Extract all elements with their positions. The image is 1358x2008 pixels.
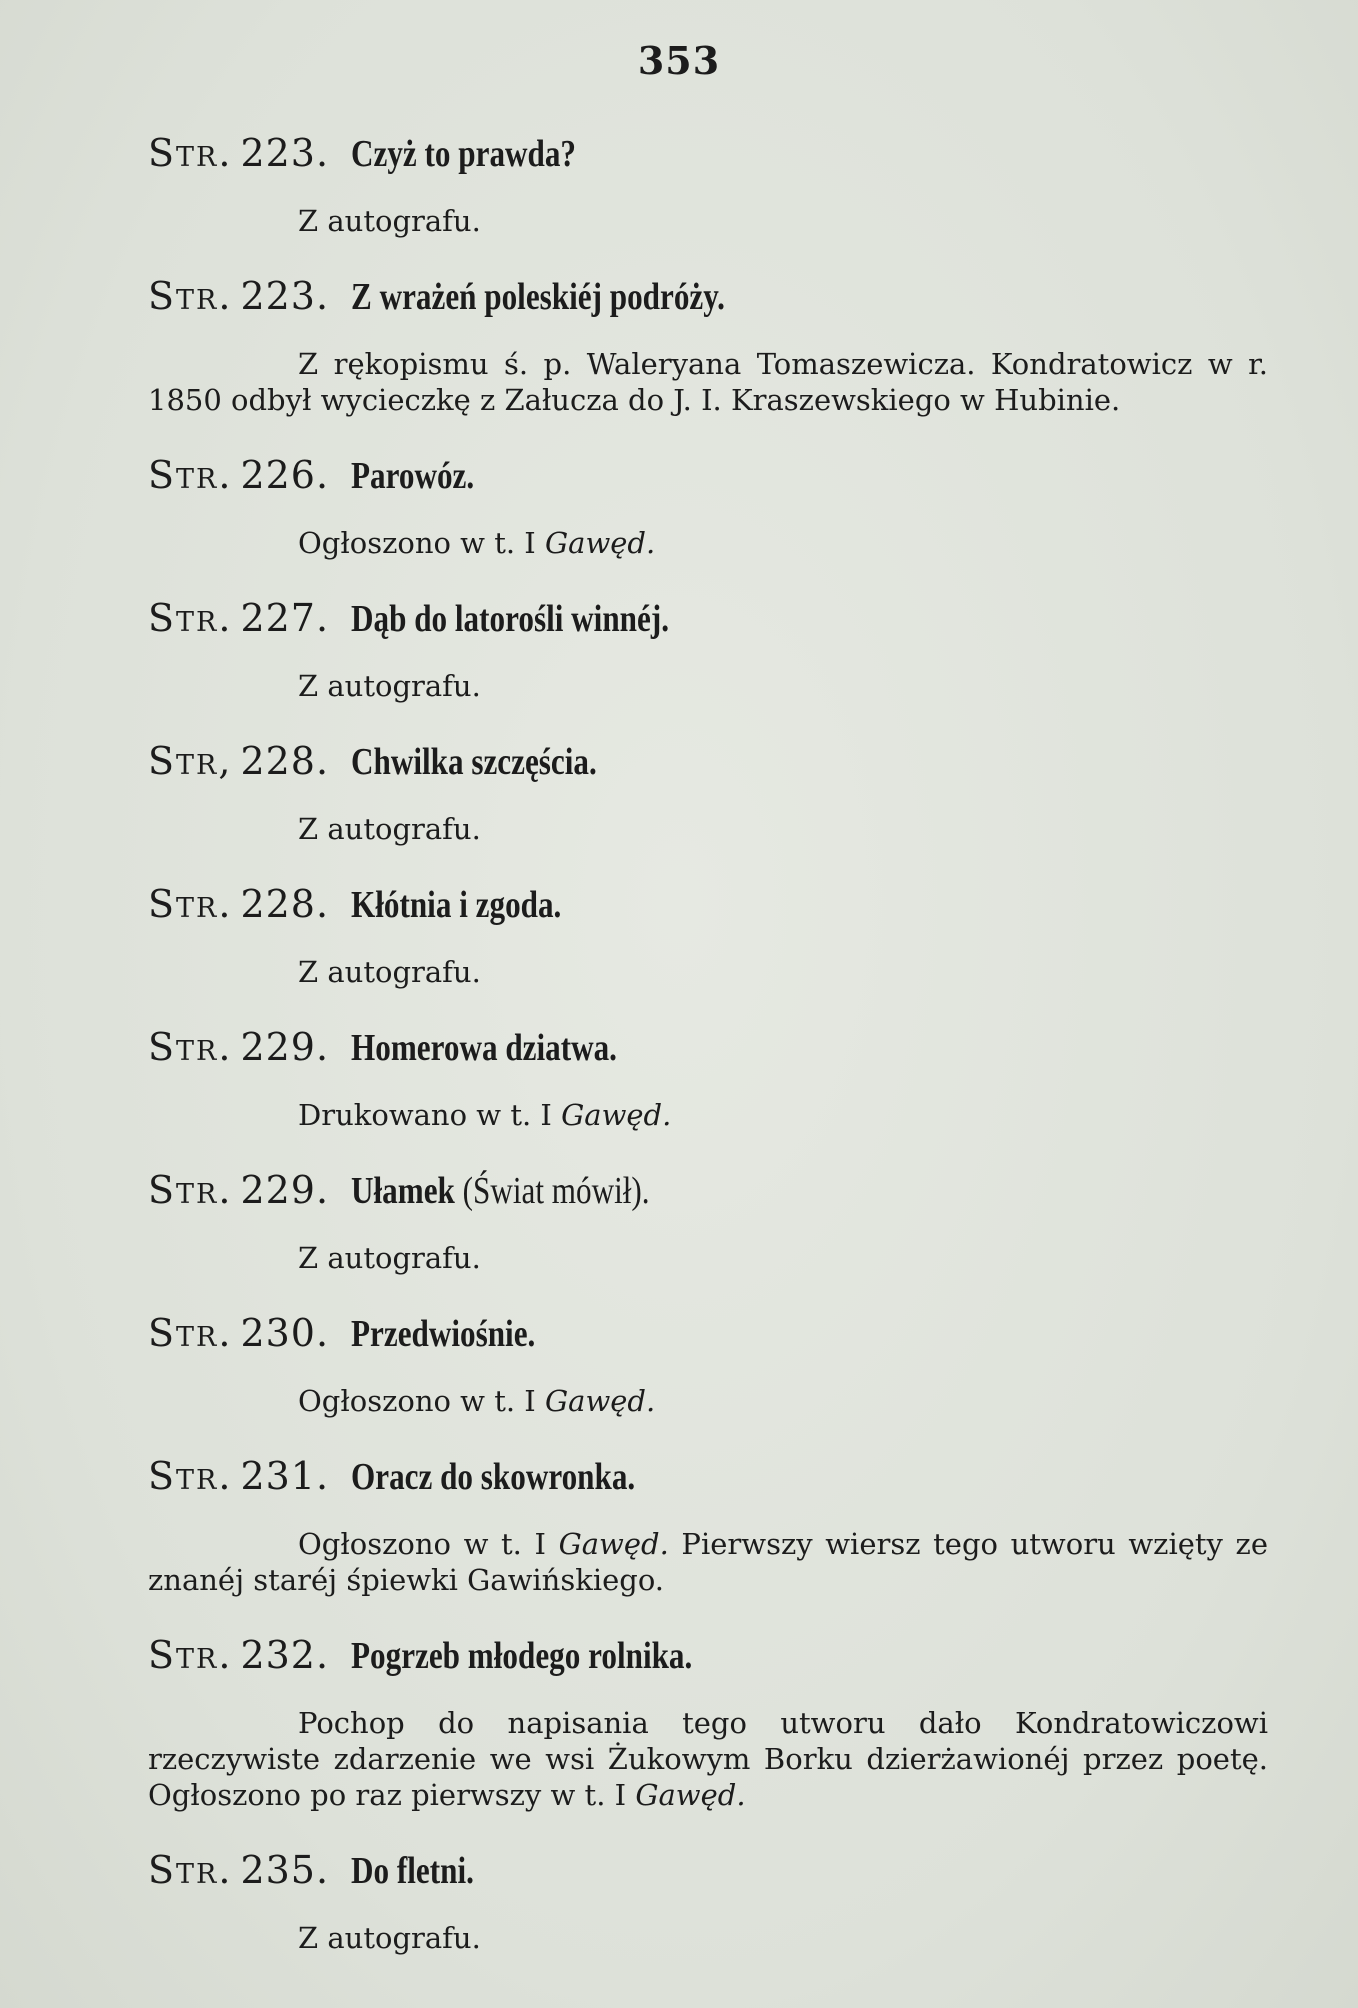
entry — [148, 738, 1278, 847]
page-ref-label: Str. — [148, 1168, 233, 1212]
page-ref-label: Str. — [148, 1454, 233, 1498]
page-ref-label: Str. — [148, 274, 233, 318]
entry-title: Chwilka szczęścia. — [351, 741, 597, 783]
entry-heading — [148, 738, 1278, 785]
page-ref-number: 235. — [240, 1848, 330, 1892]
entry-note — [148, 1383, 1278, 1419]
entry-note — [148, 1705, 1268, 1813]
page-number: 353 — [637, 38, 721, 83]
entry — [148, 1632, 1278, 1813]
entry-title-bold: Ułamek — [351, 1170, 455, 1212]
entry-title: Oracz do skowronka. — [351, 1456, 636, 1498]
entry — [148, 1453, 1278, 1598]
entry-note — [148, 1097, 1278, 1133]
entry — [148, 452, 1278, 561]
page-ref-label: Str. — [148, 596, 233, 640]
entry-heading — [148, 130, 1278, 177]
entry-title: Dąb do latorośli winnéj. — [351, 598, 670, 640]
entry-title: Pogrzeb młodego rolnika. — [351, 1635, 693, 1677]
entry-note: Z autografu. — [298, 1241, 481, 1275]
entry-heading — [148, 1024, 1278, 1071]
entry-heading — [148, 595, 1278, 642]
note-text: Ogłoszono w t. I — [298, 526, 545, 560]
page-ref-label: Str. — [148, 1025, 233, 1069]
page-ref-number: 230. — [240, 1311, 330, 1355]
page-ref-number: 229. — [240, 1168, 330, 1212]
entry-heading — [148, 881, 1278, 928]
entry-note: Z autografu. — [298, 1921, 481, 1955]
note-source-title: Gawęd. — [561, 1098, 672, 1132]
entry-note: Z autografu. — [298, 669, 481, 703]
page-ref-number: 223. — [240, 274, 330, 318]
entry-title: Czyż to prawda? — [351, 133, 577, 175]
page-ref-label: Str. — [148, 1311, 233, 1355]
entry-note: Z autografu. — [298, 204, 481, 238]
page-ref-number: 231. — [240, 1454, 330, 1498]
entry-note: Z autografu. — [298, 812, 481, 846]
note-text-continued: Pierwszy wiersz tego utworu wzięty ze znanéj staréj śpiewki Gawińskiego. — [148, 1527, 1268, 1597]
entry-title: Przedwiośnie. — [351, 1313, 536, 1355]
entry-title-plain: (Świat mówił). — [454, 1170, 650, 1212]
page-ref-number: 223. — [240, 131, 330, 175]
page-ref-number: 227. — [240, 596, 330, 640]
note-text: Ogłoszono w t. I — [298, 1527, 559, 1561]
page-ref-label: Str. — [148, 882, 233, 926]
page-ref-number: 229. — [240, 1025, 330, 1069]
entry-heading — [148, 452, 1278, 499]
entry — [148, 1847, 1278, 1956]
entry-heading — [148, 1310, 1278, 1357]
page-ref-number: 226. — [240, 453, 330, 497]
page-ref-label: Str. — [148, 453, 233, 497]
entry-title: Homerowa dziatwa. — [351, 1027, 618, 1069]
note-text: Ogłoszono w t. I — [298, 1384, 545, 1418]
entry-title — [351, 1168, 650, 1214]
entry-list — [148, 130, 1278, 1990]
page-ref-number: 228. — [240, 739, 330, 783]
note-source-title: Gawęd. — [544, 1384, 656, 1418]
entry-note — [148, 1526, 1268, 1598]
entry-heading — [148, 1632, 1278, 1679]
entry — [148, 595, 1278, 704]
entry — [148, 1310, 1278, 1419]
note-text: Pochop do napisania tego utworu dało Kondratowiczowi rzeczywiste zdarzenie we wsi Żukowym Borku dzierżawionéj przez poetę. Ogłoszono po raz pierwszy w t. I — [148, 1706, 1268, 1812]
entry-title: Parowóz. — [351, 455, 475, 497]
page-ref-number: 228. — [240, 882, 330, 926]
entry — [148, 1024, 1278, 1133]
page-ref-number: 232. — [240, 1633, 330, 1677]
note-source-title: Gawęd. — [544, 526, 656, 560]
page-ref-label: Str. — [148, 1848, 233, 1892]
note-source-title: Gawęd. — [558, 1527, 669, 1561]
entry — [148, 273, 1278, 418]
page-ref-label: Str. — [148, 131, 233, 175]
note-text: Drukowano w t. I — [298, 1098, 562, 1132]
entry-heading — [148, 1847, 1278, 1894]
entry-note: Z rękopismu ś. p. Waleryana Tomaszewicza. Kondratowicz w r. 1850 odbył wycieczkę z Załucza do J. I. Kraszewskiego w Hubinie. — [148, 347, 1268, 417]
note-source-title: Gawęd. — [635, 1778, 746, 1812]
entry-title: Z wrażeń poleskiéj podróży. — [351, 276, 725, 318]
entry-note — [148, 525, 1278, 561]
page-ref-label: Str, — [148, 739, 233, 783]
entry-heading — [148, 273, 1278, 320]
entry — [148, 130, 1278, 239]
entry — [148, 1167, 1278, 1276]
entry-heading — [148, 1453, 1278, 1500]
entry-heading — [148, 1167, 1278, 1214]
entry — [148, 881, 1278, 990]
page-ref-label: Str. — [148, 1633, 233, 1677]
entry-title: Kłótnia i zgoda. — [351, 884, 562, 926]
entry-note: Z autografu. — [298, 955, 481, 989]
entry-title: Do fletni. — [351, 1850, 474, 1892]
